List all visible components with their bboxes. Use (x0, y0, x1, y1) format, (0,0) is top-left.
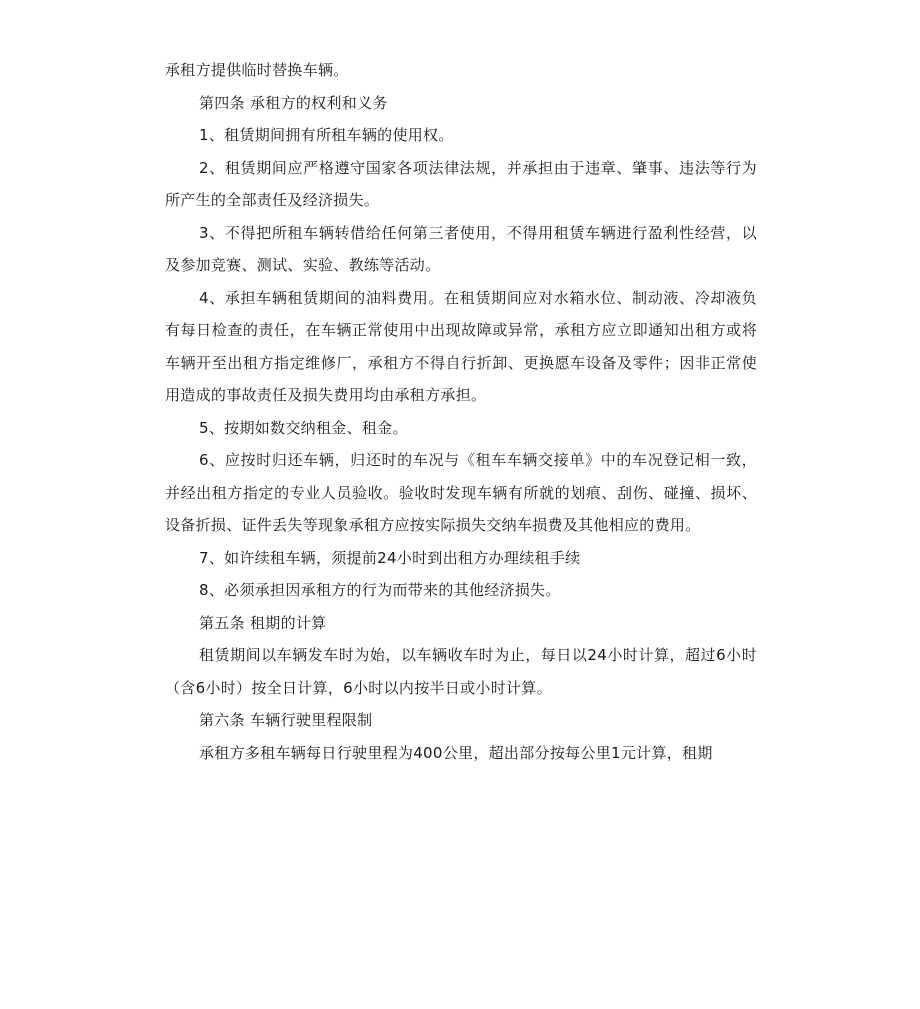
article-4-item-4: 4、承担车辆租赁期间的油料费用。在租赁期间应对水箱水位、制动液、冷却液负有每日检查的责任，在车辆正常使用中出现故障或异常，承租方应立即通知出租方或将车辆开至出租方指定维修厂，承租方不得自行折卸、更换愿车设备及零件；因非正常使用造成的事故责任及损失费用均由承租方承担。 (165, 288, 757, 404)
article-4-item-6: 6、应按时归还车辆，归还时的车况与《租车车辆交接单》中的车况登记相一致，并经出租方指定的专业人员验收。验收时发现车辆有所就的划痕、刮伤、碰撞、损坏、设备折损、证件丢失等现象承租方应按实际损失交纳车损费及其他相应的费用。 (165, 451, 757, 534)
article-5-body: 租赁期间以车辆发车时为始，以车辆收车时为止，每日以24小时计算，超过6小时（含6小时）按全日计算，6小时以内按半日或小时计算。 (165, 646, 757, 697)
article-4-item-2: 2、租赁期间应严格遵守国家各项法律法规，并承担由于违章、肇事、违法等行为所产生的全部责任及经济损失。 (165, 158, 757, 209)
article-4-heading: 第四条 承租方的权利和义务 (199, 93, 388, 112)
article-4-item-7: 7、如许续租车辆，须提前24小时到出租方办理续租手续 (199, 548, 581, 567)
article-4-item-8: 8、必须承担因承租方的行为而带来的其他经济损失。 (199, 581, 561, 599)
article-6-body: 承租方多租车辆每日行驶里程为400公里，超出部分按每公里1元计算，租期 (199, 743, 713, 762)
article-4-item-1: 1、租赁期间拥有所租车辆的使用权。 (199, 126, 454, 144)
article-5-heading: 第五条 租期的计算 (199, 613, 327, 632)
article-6-heading: 第六条 车辆行驶里程限制 (199, 711, 373, 729)
document-body (165, 54, 757, 769)
article-4-item-3: 3、不得把所租车辆转借给任何第三者使用，不得用租赁车辆进行盈利性经营，以及参加竞赛、测试、实验、教练等活动。 (165, 223, 757, 274)
article-4-item-5: 5、按期如数交纳租金、租金。 (199, 418, 408, 437)
paragraph-continuation: 承租方提供临时替换车辆。 (165, 61, 349, 79)
